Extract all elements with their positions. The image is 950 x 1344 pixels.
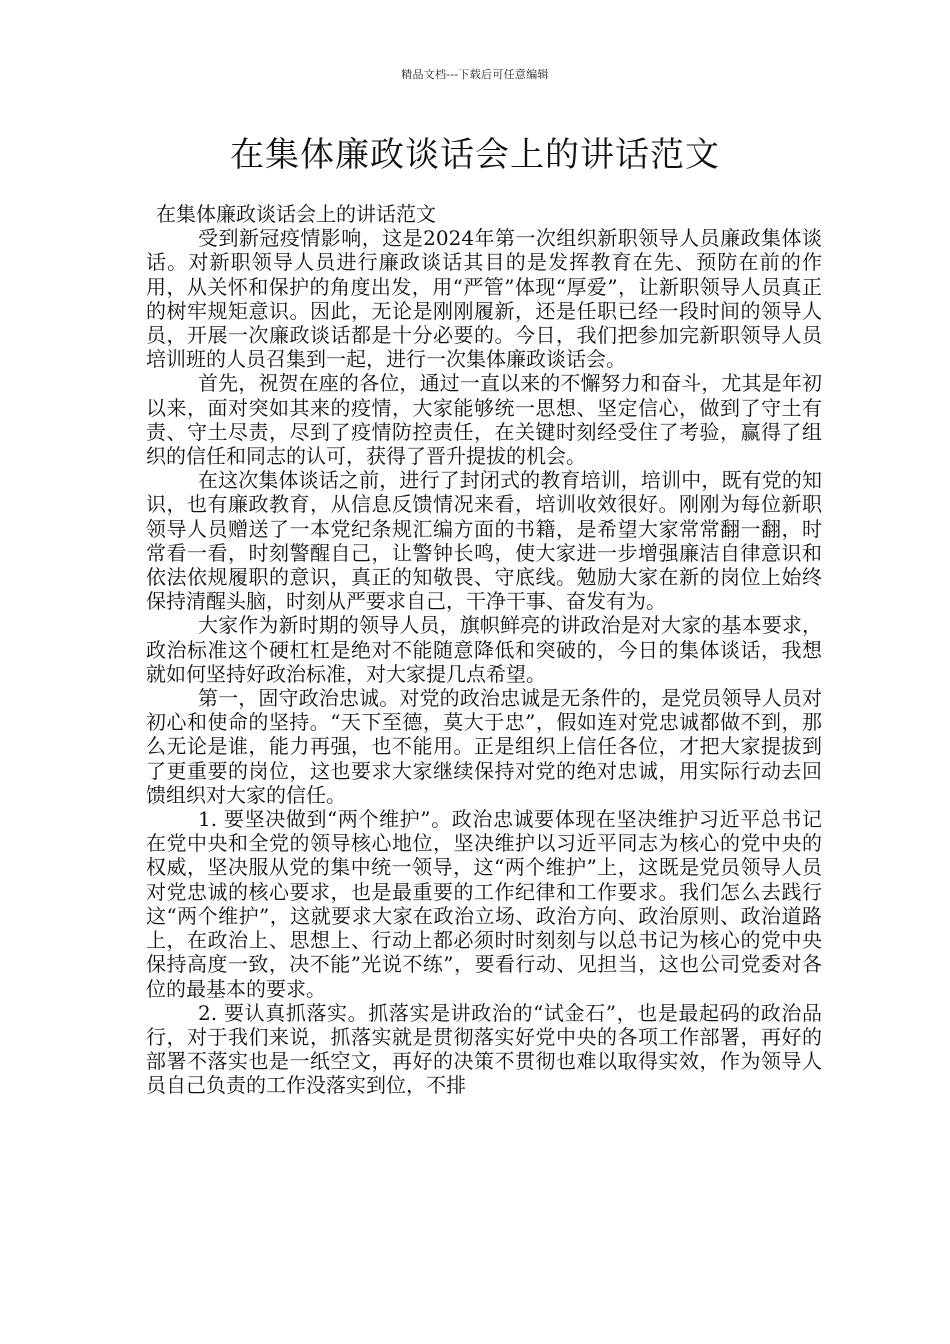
paragraph-intro: 受到新冠疫情影响，这是2024年第一次组织新职领导人员廉政集体谈话。对新职领导人员进行廉政谈话其目的是发挥教育在先、预防在前的作用，从关怀和保护的角度出发，用“严管”体现“厚爱”，让新职领导人员真正的树牢规矩意识。因此，无论是刚刚履新，还是任职已经一段时间的领导人员，开展一次廉政谈话都是十分必要的。今日，我们把参加完新职领导人员培训班的人员召集到一起，进行一次集体廉政谈话会。 — [146, 226, 822, 372]
document-title: 在集体廉政谈话会上的讲话范文 — [230, 135, 720, 175]
header-note: 精品文档---下载后可任意编辑 — [401, 68, 549, 81]
paragraph-congratulations: 首先，祝贺在座的各位，通过一直以来的不懈努力和奋斗，尤其是年初以来，面对突如其来的疫情，大家能够统一思想、坚定信心，做到了守土有责、守土尽责，尽到了疫情防控责任，在关键时刻经受住了考验，赢得了组织的信任和同志的认可，获得了晋升提拔的机会。 — [146, 371, 822, 469]
paragraph-sub-point-2: 2. 要认真抓落实。抓落实是讲政治的“试金石”，也是最起码的政治品行，对于我们来说，抓落实就是贯彻落实好党中央的各项工作部署，再好的部署不落实也是一纸空文，再好的决策不贯彻也难以取得实效，作为领导人员自己负责的工作没落实到位，不排 — [146, 1000, 822, 1098]
paragraph-sub-point-1: 1. 要坚决做到“两个维护”。政治忠诚要体现在坚决维护习近平总书记在党中央和全党的领导核心地位，坚决维护以习近平同志为核心的党中央的权威，坚决服从党的集中统一领导，这“两个维护”上，这既是党员领导人员对党忠诚的核心要求，也是最重要的工作纪律和工作要求。我们怎么去践行这“两个维护”，这就要求大家在政治立场、政治方向、政治原则、政治道路上，在政治上、思想上、行动上都必须时时刻刻与以总书记为核心的党中央保持高度一致，决不能”光说不练”，要看行动、见担当，这也公司党委对各位的最基本的要求。 — [146, 807, 822, 1001]
paragraph-point-one: 第一，固守政治忠诚。对党的政治忠诚是无条件的，是党员领导人员对初心和使命的坚持。“天下至德，莫大于忠”，假如连对党忠诚都做不到，那么无论是谁，能力再强，也不能用。正是组织上信任各位，才把大家提拔到了更重要的岗位，这也要求大家继续保持对党的绝对忠诚，用实际行动去回馈组织对大家的信任。 — [146, 686, 822, 807]
paragraph-political-standard: 大家作为新时期的领导人员，旗帜鲜亮的讲政治是对大家的基本要求，政治标准这个硬杠杠是绝对不能随意降低和突破的，今日的集体谈话，我想就如何坚持好政治标准，对大家提几点希望。 — [146, 613, 822, 686]
document-body — [146, 202, 822, 1098]
paragraph-training: 在这次集体谈话之前，进行了封闭式的教育培训，培训中，既有党的知识，也有廉政教育，从信息反馈情况来看，培训收效很好。刚刚为每位新职领导人员赠送了一本党纪条规汇编方面的书籍，是希望大家常常翻一翻，时常看一看，时刻警醒自己，让警钟长鸣，使大家进一步增强廉洁自律意识和依法依规履职的意识，真正的知敬畏、守底线。勉励大家在新的岗位上始终保持清醒头脑，时刻从严要求自己，干净干事、奋发有为。 — [146, 468, 822, 614]
document-subtitle: 在集体廉政谈话会上的讲话范文 — [156, 202, 436, 226]
